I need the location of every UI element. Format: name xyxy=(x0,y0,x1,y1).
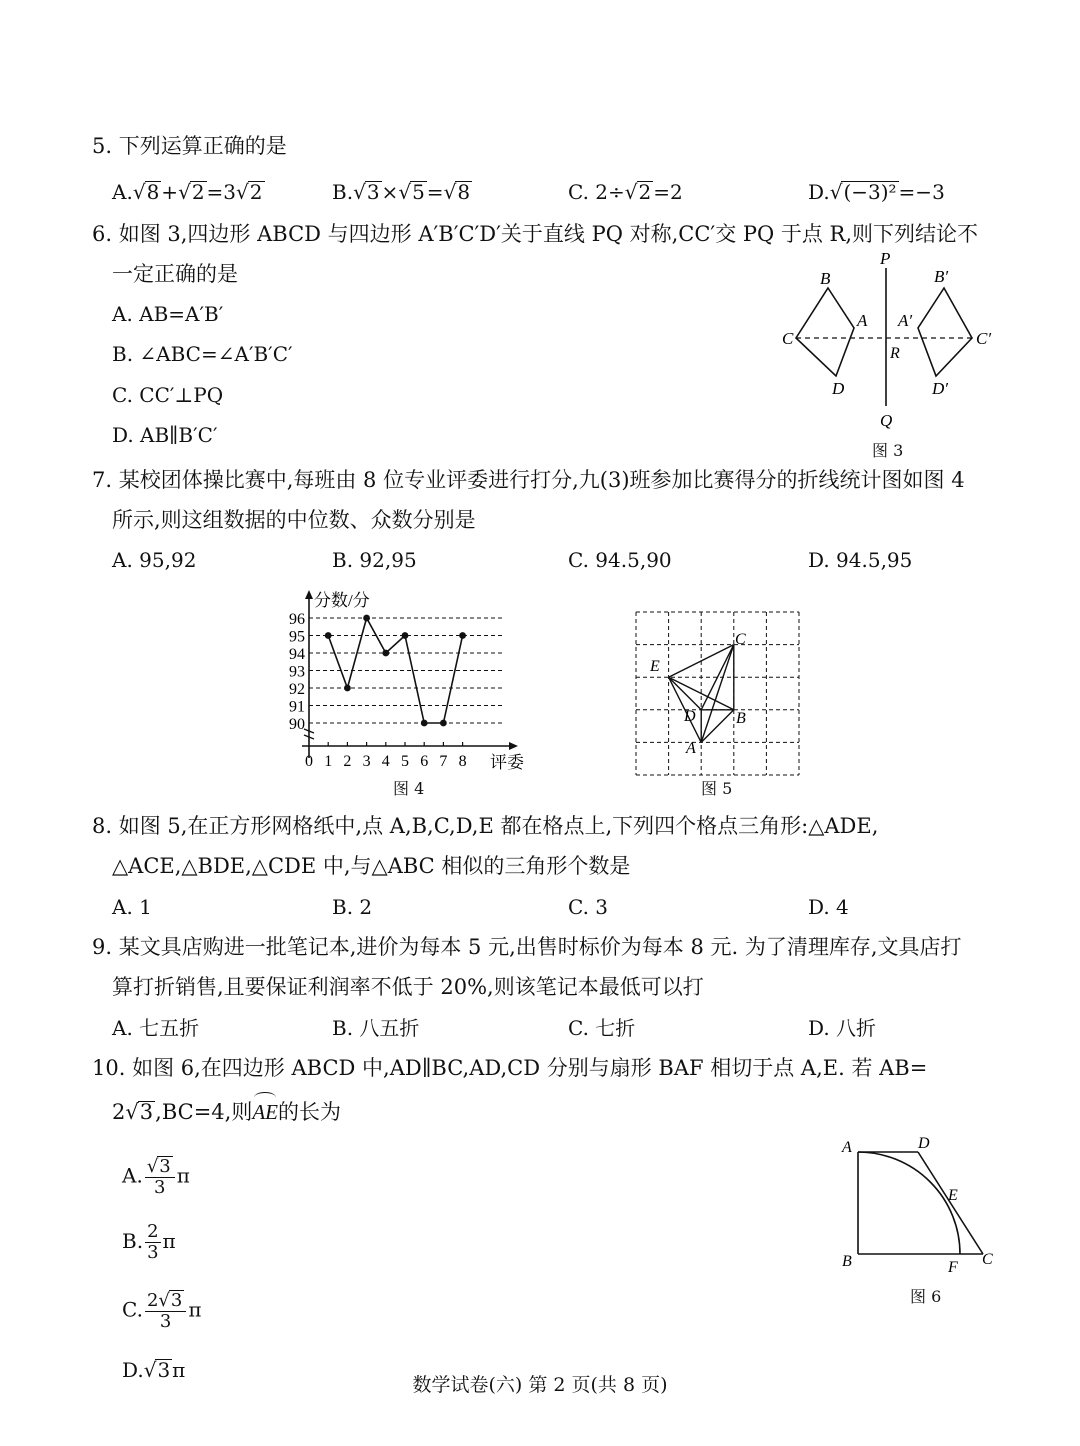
q7-option-d[interactable]: D. 94.5,95 xyxy=(808,548,913,572)
x-tick-label: 2 xyxy=(343,753,352,770)
label-q: Q xyxy=(880,411,893,430)
figure-4-caption: 图 4 xyxy=(393,779,425,798)
x-tick-label: 4 xyxy=(381,753,390,770)
y-tick-label: 90 xyxy=(289,716,305,733)
label-d: D xyxy=(918,1135,930,1152)
data-point xyxy=(363,615,370,622)
x-tick-label: 6 xyxy=(420,753,429,770)
label-c2: C′ xyxy=(976,329,992,348)
arc-af xyxy=(858,1152,960,1254)
figure-6 xyxy=(836,1132,1006,1278)
y-axis-label: 分数/分 xyxy=(314,591,370,610)
figure-5-grid xyxy=(630,608,806,776)
q9-option-c[interactable]: C. 七折 xyxy=(568,1016,636,1040)
q7-option-c[interactable]: C. 94.5,90 xyxy=(568,548,672,572)
q9-option-a[interactable]: A. 七五折 xyxy=(112,1016,200,1040)
q7-option-b[interactable]: B. 92,95 xyxy=(332,548,417,572)
q8-option-b[interactable]: B. 2 xyxy=(332,895,373,919)
label-d: D xyxy=(684,708,696,725)
label-d: D xyxy=(832,379,845,398)
x-tick-label: 7 xyxy=(439,753,448,770)
x-axis-label: 评委 xyxy=(490,753,524,772)
q7-option-a[interactable]: A. 95,92 xyxy=(112,548,197,572)
q7-stem-line1: 7. 某校团体操比赛中,每班由 8 位专业评委进行打分,九(3)班参加比赛得分的折线统计图如图 4 xyxy=(92,468,965,492)
y-tick-label: 96 xyxy=(289,611,305,628)
label-b: B xyxy=(842,1253,852,1270)
x-axis-arrow xyxy=(509,742,518,750)
label-c: C xyxy=(982,1251,993,1268)
data-point xyxy=(440,720,447,727)
x-tick-label: 3 xyxy=(362,753,371,770)
q5-option-c[interactable]: C. 2÷√2 =2 xyxy=(568,180,683,204)
q9-stem-line1: 9. 某文具店购进一批笔记本,进价为每本 5 元,出售时标价为每本 8 元. 为了清理库存,文具店打 xyxy=(92,935,962,959)
q10-stem-line2: 2√3,BC=4,则AE的长为 xyxy=(112,1100,341,1124)
x-tick-label: 5 xyxy=(401,753,409,770)
y-tick-label: 92 xyxy=(289,681,305,698)
figure-6-caption: 图 6 xyxy=(910,1287,942,1306)
x-tick-label: 0 xyxy=(305,753,313,770)
y-tick-label: 91 xyxy=(289,698,305,716)
q6-option-d[interactable]: D. AB∥B′C′ xyxy=(112,423,218,447)
label-r: R xyxy=(890,345,900,362)
label-a: A xyxy=(857,311,868,330)
figure-3-caption: 图 3 xyxy=(872,441,904,460)
q5-stem: 5. 下列运算正确的是 xyxy=(92,134,287,158)
label-p: P xyxy=(880,249,891,268)
q8-stem-line2: △ACE,△BDE,△CDE 中,与△ABC 相似的三角形个数是 xyxy=(112,854,631,878)
q9-option-b[interactable]: B. 八五折 xyxy=(332,1016,420,1040)
segment-ca xyxy=(701,645,734,743)
y-tick-label: 95 xyxy=(289,628,305,646)
q5-option-d[interactable]: D.√(−3)² =−3 xyxy=(808,180,945,204)
figure-3 xyxy=(770,248,1010,448)
q10-option-b[interactable]: B. $\frac{2}{3}$ π xyxy=(122,1221,176,1263)
q9-option-d[interactable]: D. 八折 xyxy=(808,1016,877,1040)
y-tick-label: 94 xyxy=(289,646,305,663)
label-a: A xyxy=(842,1139,852,1156)
q8-option-d[interactable]: D. 4 xyxy=(808,895,849,919)
q10-option-c[interactable]: C. $\frac{2√3}{3}$ π xyxy=(122,1290,202,1332)
page-footer: 数学试卷(六) 第 2 页(共 8 页) xyxy=(412,1374,668,1396)
y-axis-arrow xyxy=(305,590,313,599)
data-point xyxy=(421,720,428,727)
data-point xyxy=(459,632,466,639)
q8-option-c[interactable]: C. 3 xyxy=(568,895,609,919)
data-point xyxy=(402,632,409,639)
q10-stem-line1: 10. 如图 6,在四边形 ABCD 中,AD∥BC,AD,CD 分别与扇形 BAF 相切于点 A,E. 若 AB= xyxy=(92,1056,928,1080)
quad-abcd xyxy=(796,288,854,376)
y-tick-label: 93 xyxy=(289,663,305,681)
label-c: C xyxy=(782,329,794,348)
q10-option-d[interactable]: D.√3 π xyxy=(122,1358,186,1382)
q6-stem-line1: 6. 如图 3,四边形 ABCD 与四边形 A′B′C′D′关于直线 PQ 对称,CC′交 PQ 于点 R,则下列结论不 xyxy=(92,222,979,246)
label-d2: D′ xyxy=(932,379,948,398)
label-f: F xyxy=(948,1259,958,1276)
q5-option-b[interactable]: B.√3 ×√5 =√8 xyxy=(332,180,471,204)
label-a2: A′ xyxy=(898,311,913,330)
figure-4-chart xyxy=(278,586,538,786)
label-b: B xyxy=(736,710,746,727)
data-point xyxy=(382,650,389,657)
data-point xyxy=(344,685,351,692)
q6-option-c[interactable]: C. CC′⊥PQ xyxy=(112,383,224,407)
q7-stem-line2: 所示,则这组数据的中位数、众数分别是 xyxy=(112,508,476,532)
x-tick-label: 8 xyxy=(458,753,467,770)
q5-option-a[interactable]: A.√8 +√2 =3√2 xyxy=(112,180,263,204)
label-e: E xyxy=(650,658,660,675)
label-c: C xyxy=(735,631,746,648)
label-b: B xyxy=(820,269,831,288)
x-tick-label: 1 xyxy=(324,753,333,770)
segment-de xyxy=(669,677,702,710)
label-a: A xyxy=(686,740,696,757)
q6-option-b[interactable]: B. ∠ABC=∠A′B′C′ xyxy=(112,342,293,366)
q8-option-a[interactable]: A. 1 xyxy=(112,895,152,919)
q6-stem-line2: 一定正确的是 xyxy=(112,262,238,286)
label-b2: B′ xyxy=(934,267,949,286)
quad-a2b2c2d2 xyxy=(918,288,972,376)
q10-option-a[interactable]: A. $\frac{√3}{3}$ π xyxy=(122,1156,190,1198)
data-point xyxy=(325,632,332,639)
q9-stem-line2: 算打折销售,且要保证利润率不低于 20%,则该笔记本最低可以打 xyxy=(112,975,704,999)
label-e: E xyxy=(948,1187,958,1204)
q6-option-a[interactable]: A. AB=A′B′ xyxy=(112,302,224,326)
q8-stem-line1: 8. 如图 5,在正方形网格纸中,点 A,B,C,D,E 都在格点上,下列四个格点三角形:△ADE, xyxy=(92,814,879,838)
figure-5-caption: 图 5 xyxy=(701,779,733,798)
